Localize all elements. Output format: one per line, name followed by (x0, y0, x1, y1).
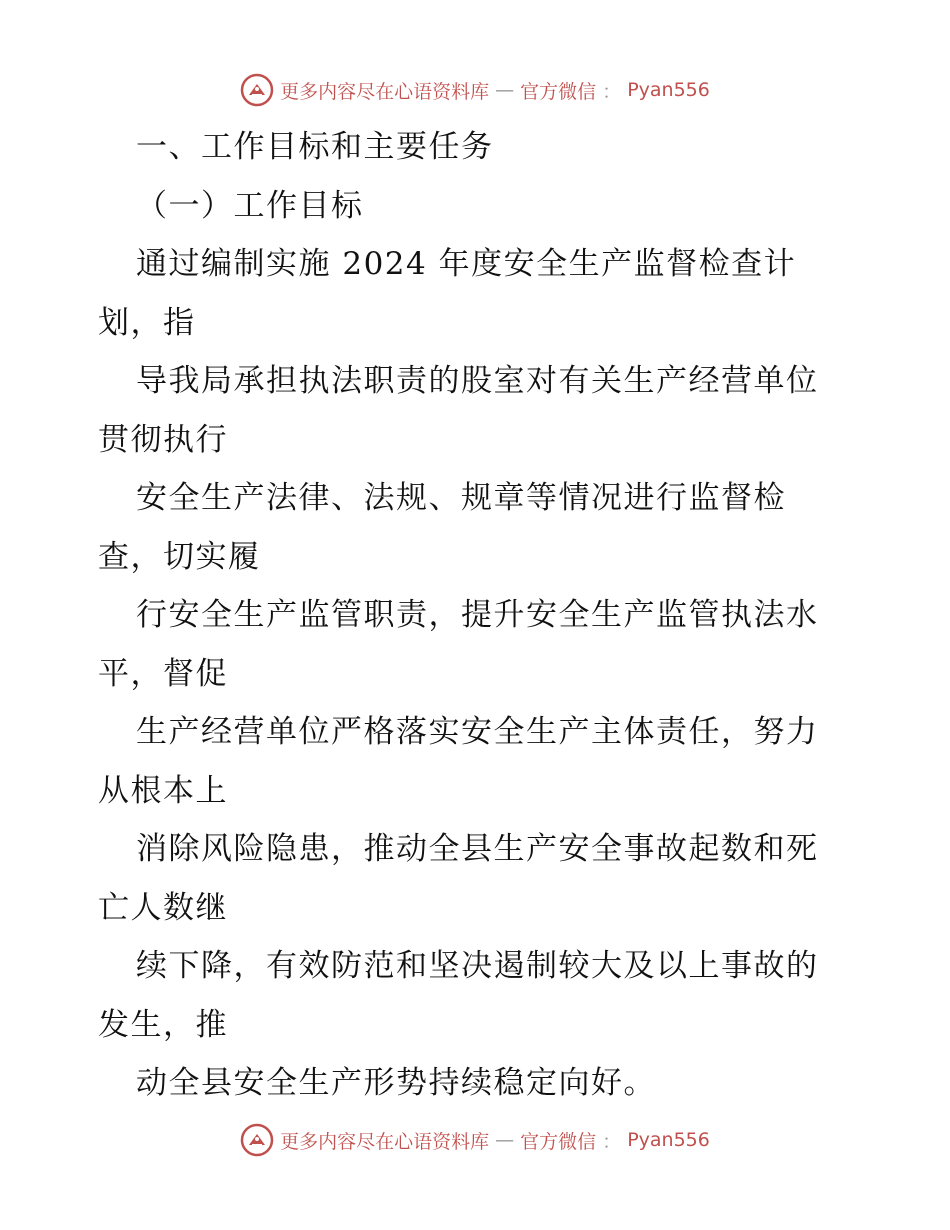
paragraph-line: 安全生产法律、法规、规章等情况进行监督检 (136, 480, 786, 516)
paragraph-line: 行安全生产监管职责，提升安全生产监管执法水 (136, 597, 819, 633)
watermark-separator: — (495, 1129, 515, 1151)
watermark-text: 更多内容尽在心语资料库 (280, 80, 490, 103)
book-logo-icon (240, 73, 274, 107)
paragraph-line: 生产经营单位严格落实安全生产主体责任，努力 (136, 714, 819, 750)
paragraph-line: 续下降，有效防范和坚决遏制较大及以上事故的 (136, 948, 819, 984)
subsection-heading: （一）工作目标 (136, 187, 364, 224)
watermark-text: 更多内容尽在心语资料库 (280, 1130, 490, 1153)
paragraph-line: 划，指 (98, 304, 196, 341)
footer-watermark (0, 1120, 950, 1160)
book-logo-icon (240, 1123, 274, 1157)
wechat-label: 官方微信 (520, 1130, 597, 1153)
wechat-colon: ： (602, 80, 622, 103)
paragraph-line: 查，切实履 (98, 538, 261, 575)
wechat-label: 官方微信 (520, 80, 597, 103)
header-watermark (0, 70, 950, 110)
wechat-id: Pyan556 (627, 1129, 710, 1151)
watermark-separator: — (495, 79, 515, 101)
paragraph-line: 导我局承担执法职责的股室对有关生产经营单位 (136, 363, 819, 399)
paragraph-line: 通过编制实施 2024 年度安全生产监督检查计 (136, 246, 797, 282)
paragraph-line: 消除风险隐患，推动全县生产安全事故起数和死 (136, 831, 819, 867)
paragraph-line: 发生，推 (98, 1006, 228, 1043)
paragraph-line: 亡人数继 (98, 889, 228, 926)
section-heading: 一、工作目标和主要任务 (136, 129, 494, 165)
paragraph-line: 平，督促 (98, 655, 228, 692)
paragraph-line: 动全县安全生产形势持续稳定向好。 (136, 1065, 656, 1101)
document-body (98, 118, 858, 1113)
wechat-colon: ： (602, 1130, 622, 1153)
wechat-id: Pyan556 (627, 79, 710, 101)
paragraph-line: 贯彻执行 (98, 421, 228, 458)
paragraph-line: 从根本上 (98, 772, 228, 809)
